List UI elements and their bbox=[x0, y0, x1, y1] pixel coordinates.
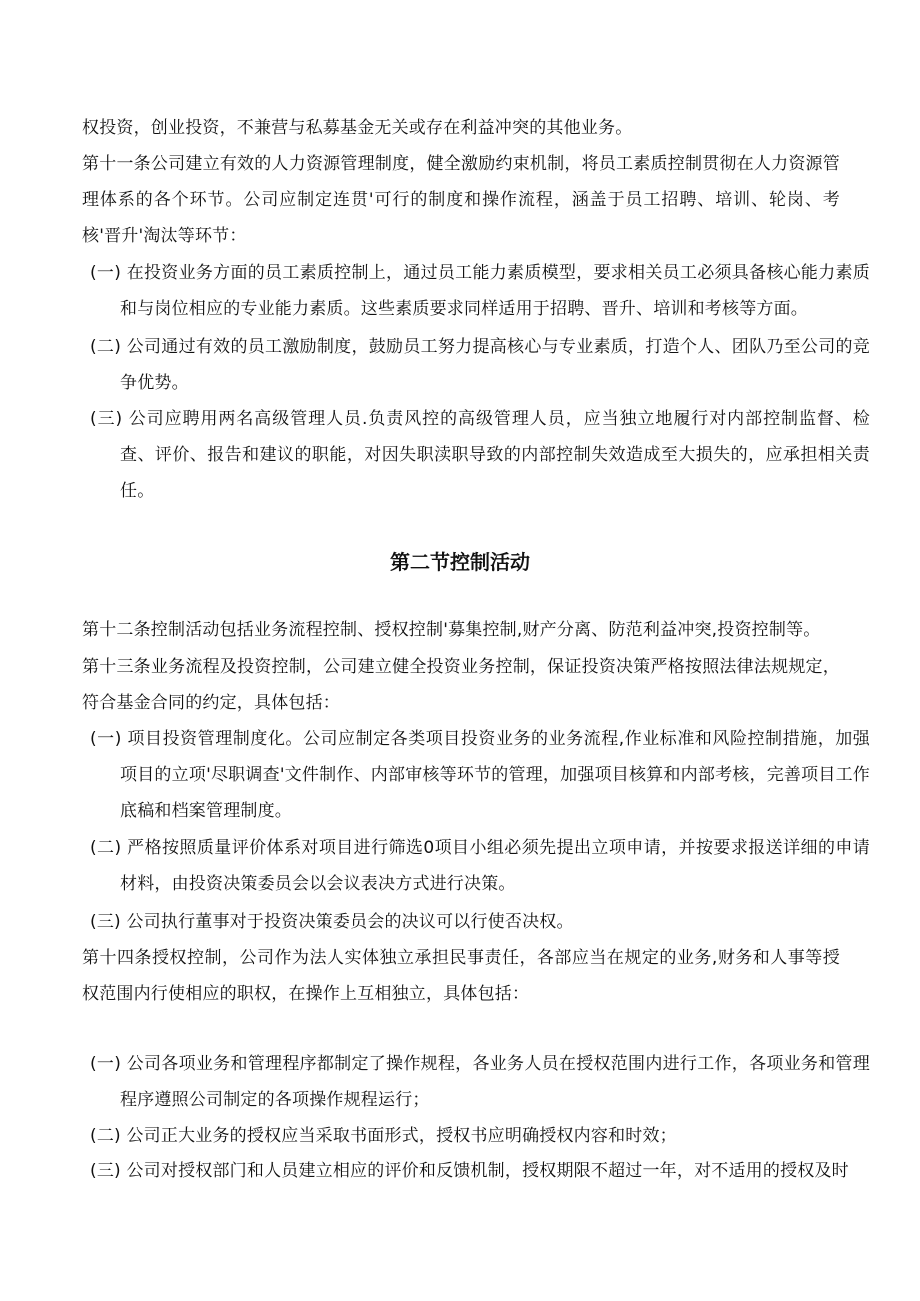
section-heading: 第二节控制活动 bbox=[390, 550, 530, 574]
article-11: 第十一条公司建立有效的人力资源管理制度，健全激励约束机制，将员工素质控制贯彻在人力资源管理体系的各个环节。公司应制定连贯'可行的制度和操作流程，涵盖于员工招聘、培训、轮岗、考核'晋升'淘汰等环节： bbox=[82, 154, 840, 246]
article-11-item-1: (一) 在投资业务方面的员工素质控制上，通过员工能力素质模型，要求相关员工必须具备核心能力素质和与岗位相应的专业能力素质。这些素质要求同样适用于招聘、晋升、培训和考核等方面。 bbox=[90, 263, 870, 319]
article-11-item-3: (三) 公司应聘用两名高级管理人员.负责风控的高级管理人员，应当独立地履行对内部控制监督、检查、评价、报告和建议的职能，对因失职渎职导致的内部控制失效造成至大损失的，应承担相关责任。 bbox=[90, 409, 870, 501]
article-14-item-3: (三) 公司对授权部门和人员建立相应的评价和反馈机制，授权期限不超过一年，对不适用的授权及时 bbox=[90, 1161, 849, 1181]
article-14-item-1: (一) 公司各项业务和管理程序都制定了操作规程，各业务人员在授权范围内进行工作，各项业务和管理程序遵照公司制定的各项操作规程运行； bbox=[90, 1054, 870, 1110]
paragraph-continuation: 权投资，创业投资，不兼营与私募基金无关或存在利益冲突的其他业务。 bbox=[82, 118, 633, 138]
article-13-item-2: (二) 严格按照质量评价体系对项目进行筛选0项目小组必须先提出立项申请，并按要求报送详细的申请材料，由投资决策委员会以会议表决方式进行决策。 bbox=[90, 838, 870, 894]
article-14: 第十四条授权控制，公司作为法人实体独立承担民事责任，各部应当在规定的业务,财务和人事等授权范围内行使相应的职权，在操作上互相独立，具体包括： bbox=[82, 948, 840, 1004]
article-11-item-2: (二) 公司通过有效的员工激励制度，鼓励员工努力提高核心与专业素质，打造个人、团队乃至公司的竞争优势。 bbox=[90, 337, 870, 393]
article-14-item-2: (二) 公司正大业务的授权应当采取书面形式，授权书应明确授权内容和时效； bbox=[90, 1126, 677, 1146]
article-13-item-1: (一) 项目投资管理制度化。公司应制定各类项目投资业务的业务流程,作业标准和风险控制措施，加强项目的立项'尽职调查'文件制作、内部审核等环节的管理，加强项目核算和内部考核，完善项目工作底稿和档案管理制度。 bbox=[90, 729, 870, 821]
article-13: 第十三条业务流程及投资控制，公司建立健全投资业务控制，保证投资决策严格按照法律法规规定，符合基金合同的约定，具体包括： bbox=[82, 657, 840, 713]
article-13-item-3: (三) 公司执行董事对于投资决策委员会的决议可以行使否决权。 bbox=[90, 912, 574, 932]
article-12: 第十二条控制活动包括业务流程控制、授权控制'募集控制,财产分离、防范利益冲突,投资控制等。 bbox=[82, 620, 821, 640]
